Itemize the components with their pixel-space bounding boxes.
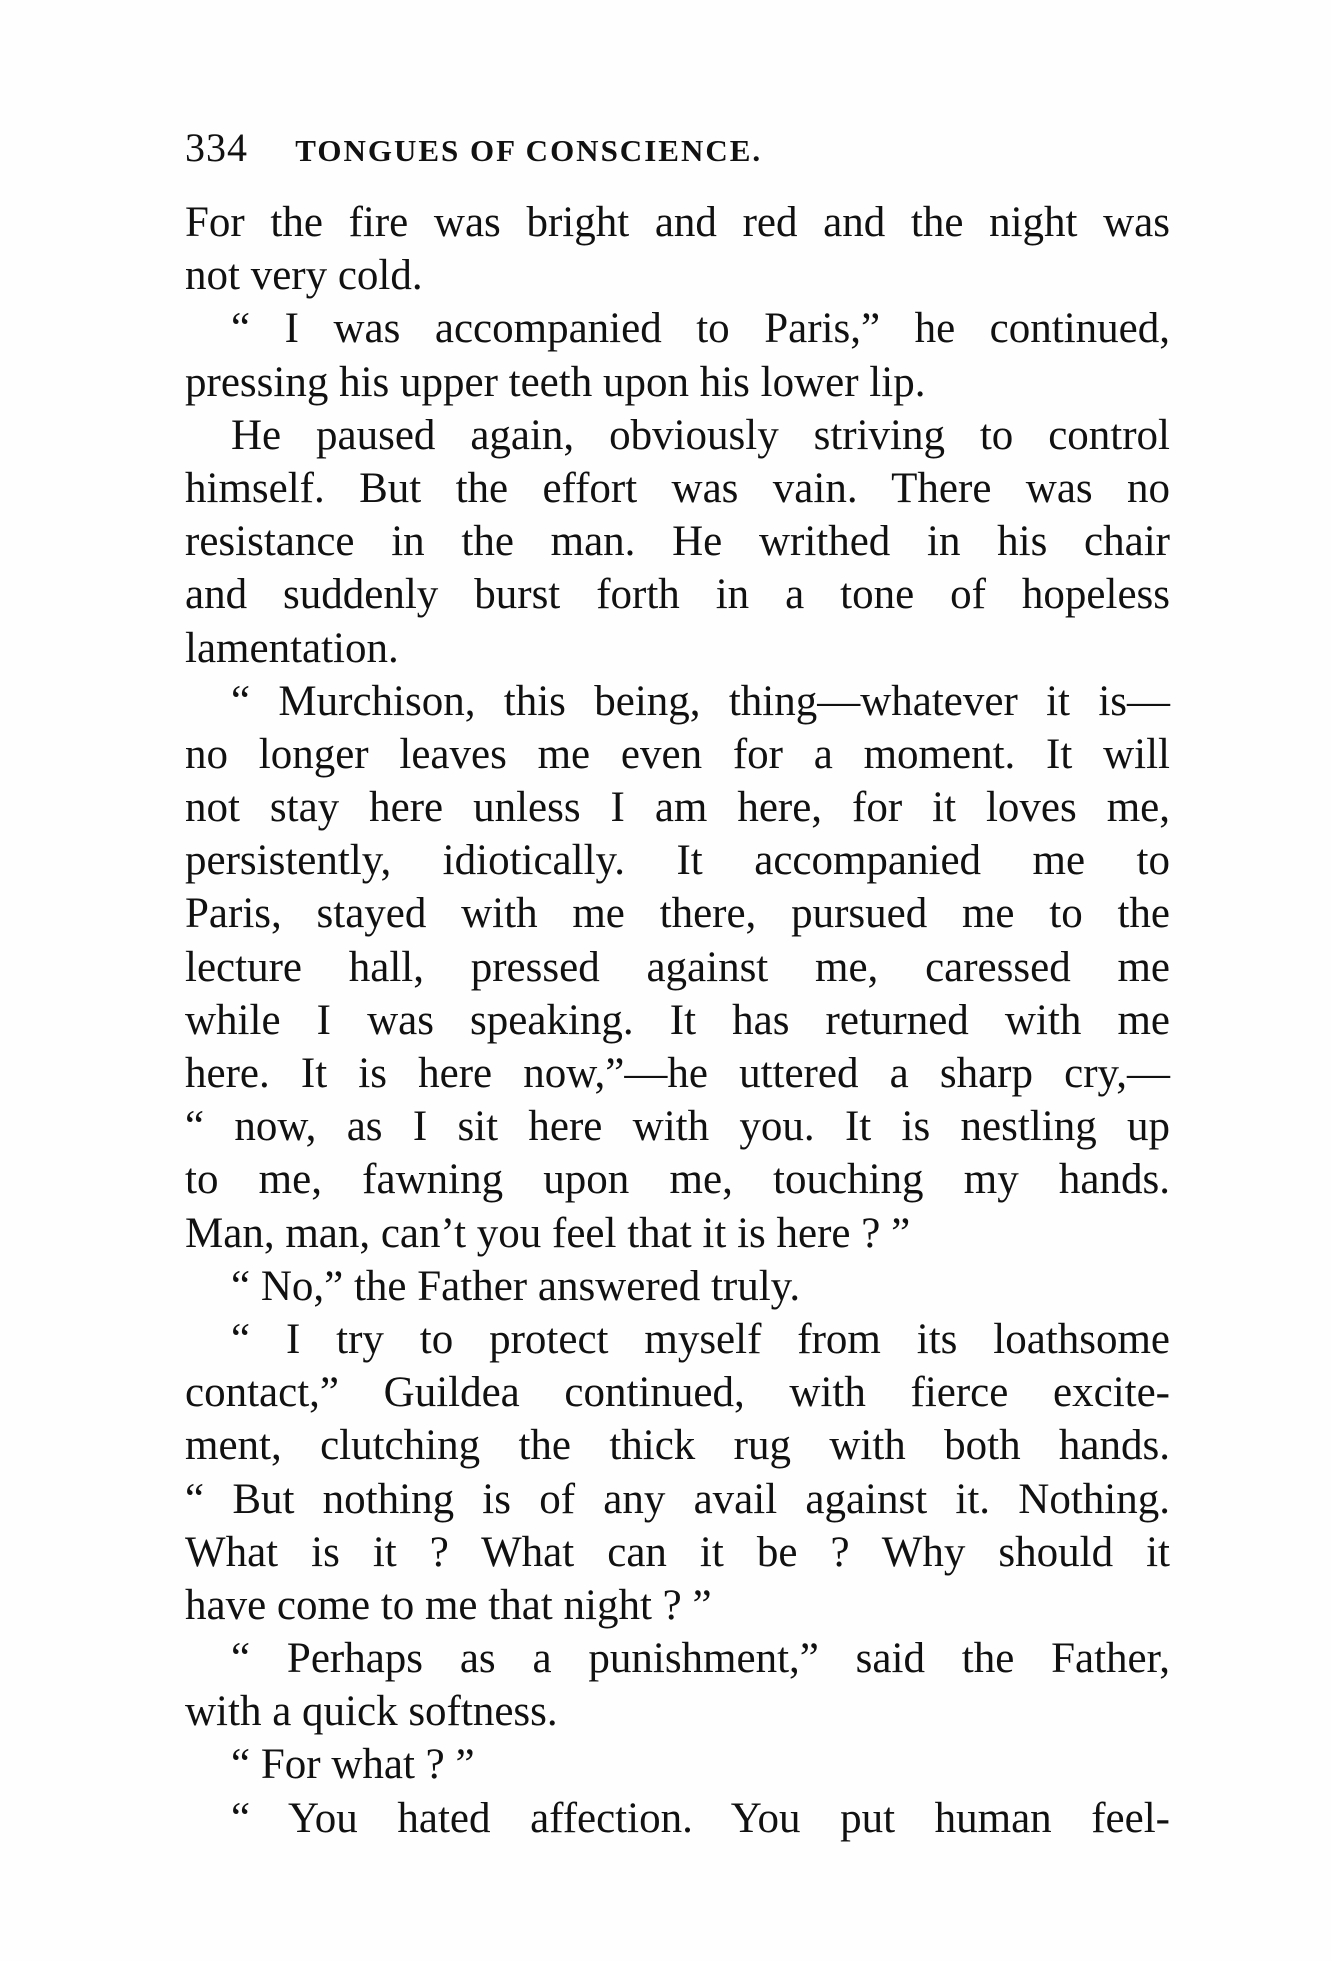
text-line: “ You hated affection. You put human feel- bbox=[231, 1794, 1170, 1842]
running-title: TONGUES OF CONSCIENCE. bbox=[295, 133, 763, 168]
text-line: to me, fawning upon me, touching my hands. bbox=[185, 1156, 1170, 1204]
text-line: lecture hall, pressed against me, caressed me bbox=[185, 943, 1170, 991]
text-line: “ But nothing is of any avail against it. Nothing. bbox=[185, 1475, 1170, 1523]
text-line: here. It is here now,”—he uttered a sharp cry,— bbox=[185, 1050, 1170, 1097]
text-line: himself. But the effort was vain. There was no bbox=[185, 464, 1170, 512]
text-line: persistently, idiotically. It accompanied me to bbox=[185, 837, 1170, 885]
running-head bbox=[185, 118, 1165, 178]
text-line: “ For what ? ” bbox=[231, 1741, 475, 1789]
page-number: 334 bbox=[185, 125, 248, 170]
text-line: What is it ? What can it be ? Why should it bbox=[185, 1528, 1170, 1576]
text-line: pressing his upper teeth upon his lower lip. bbox=[185, 358, 926, 406]
text-line: resistance in the man. He writhed in his chair bbox=[185, 518, 1170, 566]
text-line: “ now, as I sit here with you. It is nestling up bbox=[185, 1103, 1170, 1151]
text-line: Paris, stayed with me there, pursued me to the bbox=[185, 890, 1170, 938]
text-line: Man, man, can’t you feel that it is here ? ” bbox=[185, 1209, 911, 1257]
text-line: “ Murchison, this being, thing—whatever it is— bbox=[231, 677, 1170, 725]
text-line: contact,” Guildea continued, with fierce excite- bbox=[185, 1369, 1170, 1417]
text-line: “ No,” the Father answered truly. bbox=[231, 1262, 801, 1310]
text-line: have come to me that night ? ” bbox=[185, 1581, 712, 1629]
text-line: “ I was accompanied to Paris,” he continued, bbox=[231, 305, 1170, 353]
text-line: ment, clutching the thick rug with both hands. bbox=[185, 1422, 1170, 1470]
text-line: “ I try to protect myself from its loathsome bbox=[231, 1315, 1170, 1363]
text-line: and suddenly burst forth in a tone of hopeless bbox=[185, 571, 1170, 619]
body-text bbox=[185, 196, 1170, 1845]
text-line: while I was speaking. It has returned with me bbox=[185, 996, 1170, 1044]
text-line: “ Perhaps as a punishment,” said the Father, bbox=[231, 1635, 1170, 1683]
text-line: For the fire was bright and red and the night was bbox=[185, 199, 1170, 246]
text-line: with a quick softness. bbox=[185, 1688, 558, 1736]
text-line: not very cold. bbox=[185, 252, 423, 300]
text-line: no longer leaves me even for a moment. It will bbox=[185, 730, 1170, 778]
text-line: not stay here unless I am here, for it loves me, bbox=[185, 784, 1170, 832]
text-line: lamentation. bbox=[185, 624, 399, 672]
text-line: He paused again, obviously striving to control bbox=[231, 411, 1170, 459]
